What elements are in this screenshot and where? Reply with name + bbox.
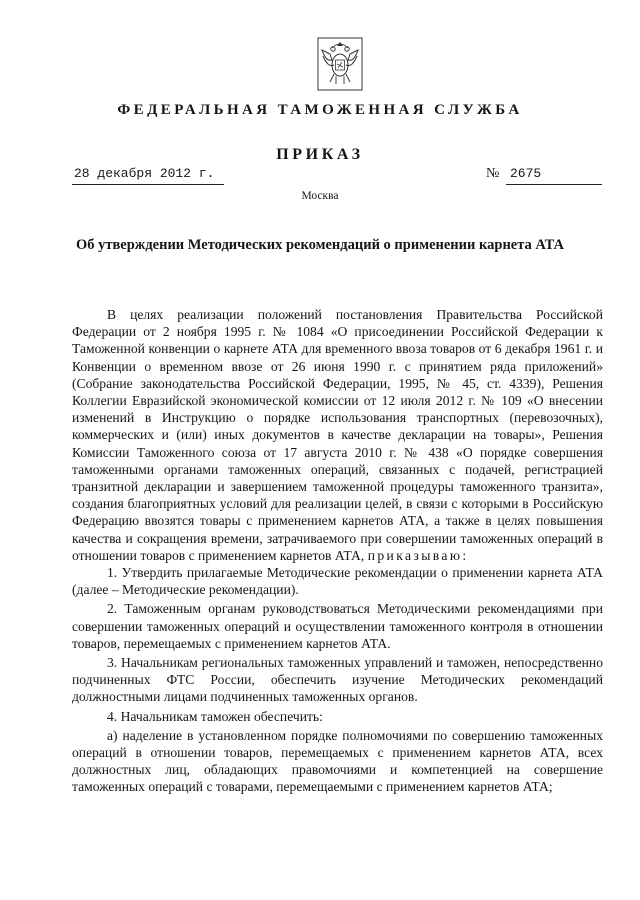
order-item: 1. Утвердить прилагаемые Методические рекомендации о применении карнета АТА (далее – Методические рекомендации). — [72, 565, 603, 598]
document-type: ПРИКАЗ — [276, 146, 364, 163]
number-sign: № — [486, 166, 500, 181]
city-label: Москва — [301, 190, 339, 202]
preamble-paragraph — [72, 306, 603, 564]
document-title: Об утверждении Методических рекомендаций о применении карнета АТА — [75, 237, 565, 253]
document-date: 28 декабря 2012 г. — [74, 166, 215, 181]
order-item: 2. Таможенным органам руководствоваться Методическими рекомендациями при совершении таможенных операций и осуществлении таможенного контроля в отношении товаров, перемещаемых с применением карнетов АТА. — [72, 601, 603, 651]
order-subitem: а) наделение в установленном порядке полномочиями по совершению таможенных операций в отношении товаров, перемещаемых с применением карнетов АТА, всех должностных лиц, обладающих правомочиями и компетенцией на совершение таможенных операций с товарами, перемещаемыми с применением карнетов АТА; — [72, 727, 603, 795]
document-number: 2675 — [510, 166, 542, 181]
date-field — [72, 166, 224, 185]
preamble-text: В целях реализации положений постановления Правительства Российской Федерации от 2 ноября 1995 г. № 1084 «О присоединении Российской Федерации к Таможенной конвенции о карнете АТА для временного ввоза товаров от 6 декабря 1961 г. и Конвенции о временном ввозе от 26 июня 1990 г. с принятием ряда приложений» (Собрание законодательства Российской Федерации, 1995, № 45, ст. 4339), Решения Коллегии Евразийской экономической комиссии от 12 июля 2012 г. № 109 «О внесении изменений в Инструкцию о порядке использования транспортных (перевозочных), коммерческих и (или) иных документов в качестве декларации на товары», Решения Комиссии Таможенного союза от 17 августа 2010 г. № 438 «О порядке совершения таможенными органами таможенных операций, связанных с подачей, регистрацией транзитной декларации и завершением таможенной процедуры таможенного транзита», создания благоприятных условий для реализации целей, в связи с которыми в Российскую Федерацию ввозятся товары с применением карнетов АТА, а также в целях повышения качества и сокращения времени, затрачиваемого при совершении таможенных операций в отношении товаров с применением карнетов АТА, — [72, 307, 603, 563]
agency-name: ФЕДЕРАЛЬНАЯ ТАМОЖЕННАЯ СЛУЖБА — [117, 102, 523, 118]
order-word: приказываю: — [367, 547, 469, 563]
number-field — [506, 166, 602, 185]
order-item: 4. Начальникам таможен обеспечить: — [107, 708, 323, 724]
order-item: 3. Начальникам региональных таможенных управлений и таможен, непосредственно подчиненных ФТС России, обеспечить изучение Методических рекомендаций должностными лицами подчиненных таможенных органов. — [72, 655, 603, 705]
russian-double-headed-eagle-icon — [314, 36, 366, 92]
document-body — [72, 306, 603, 796]
